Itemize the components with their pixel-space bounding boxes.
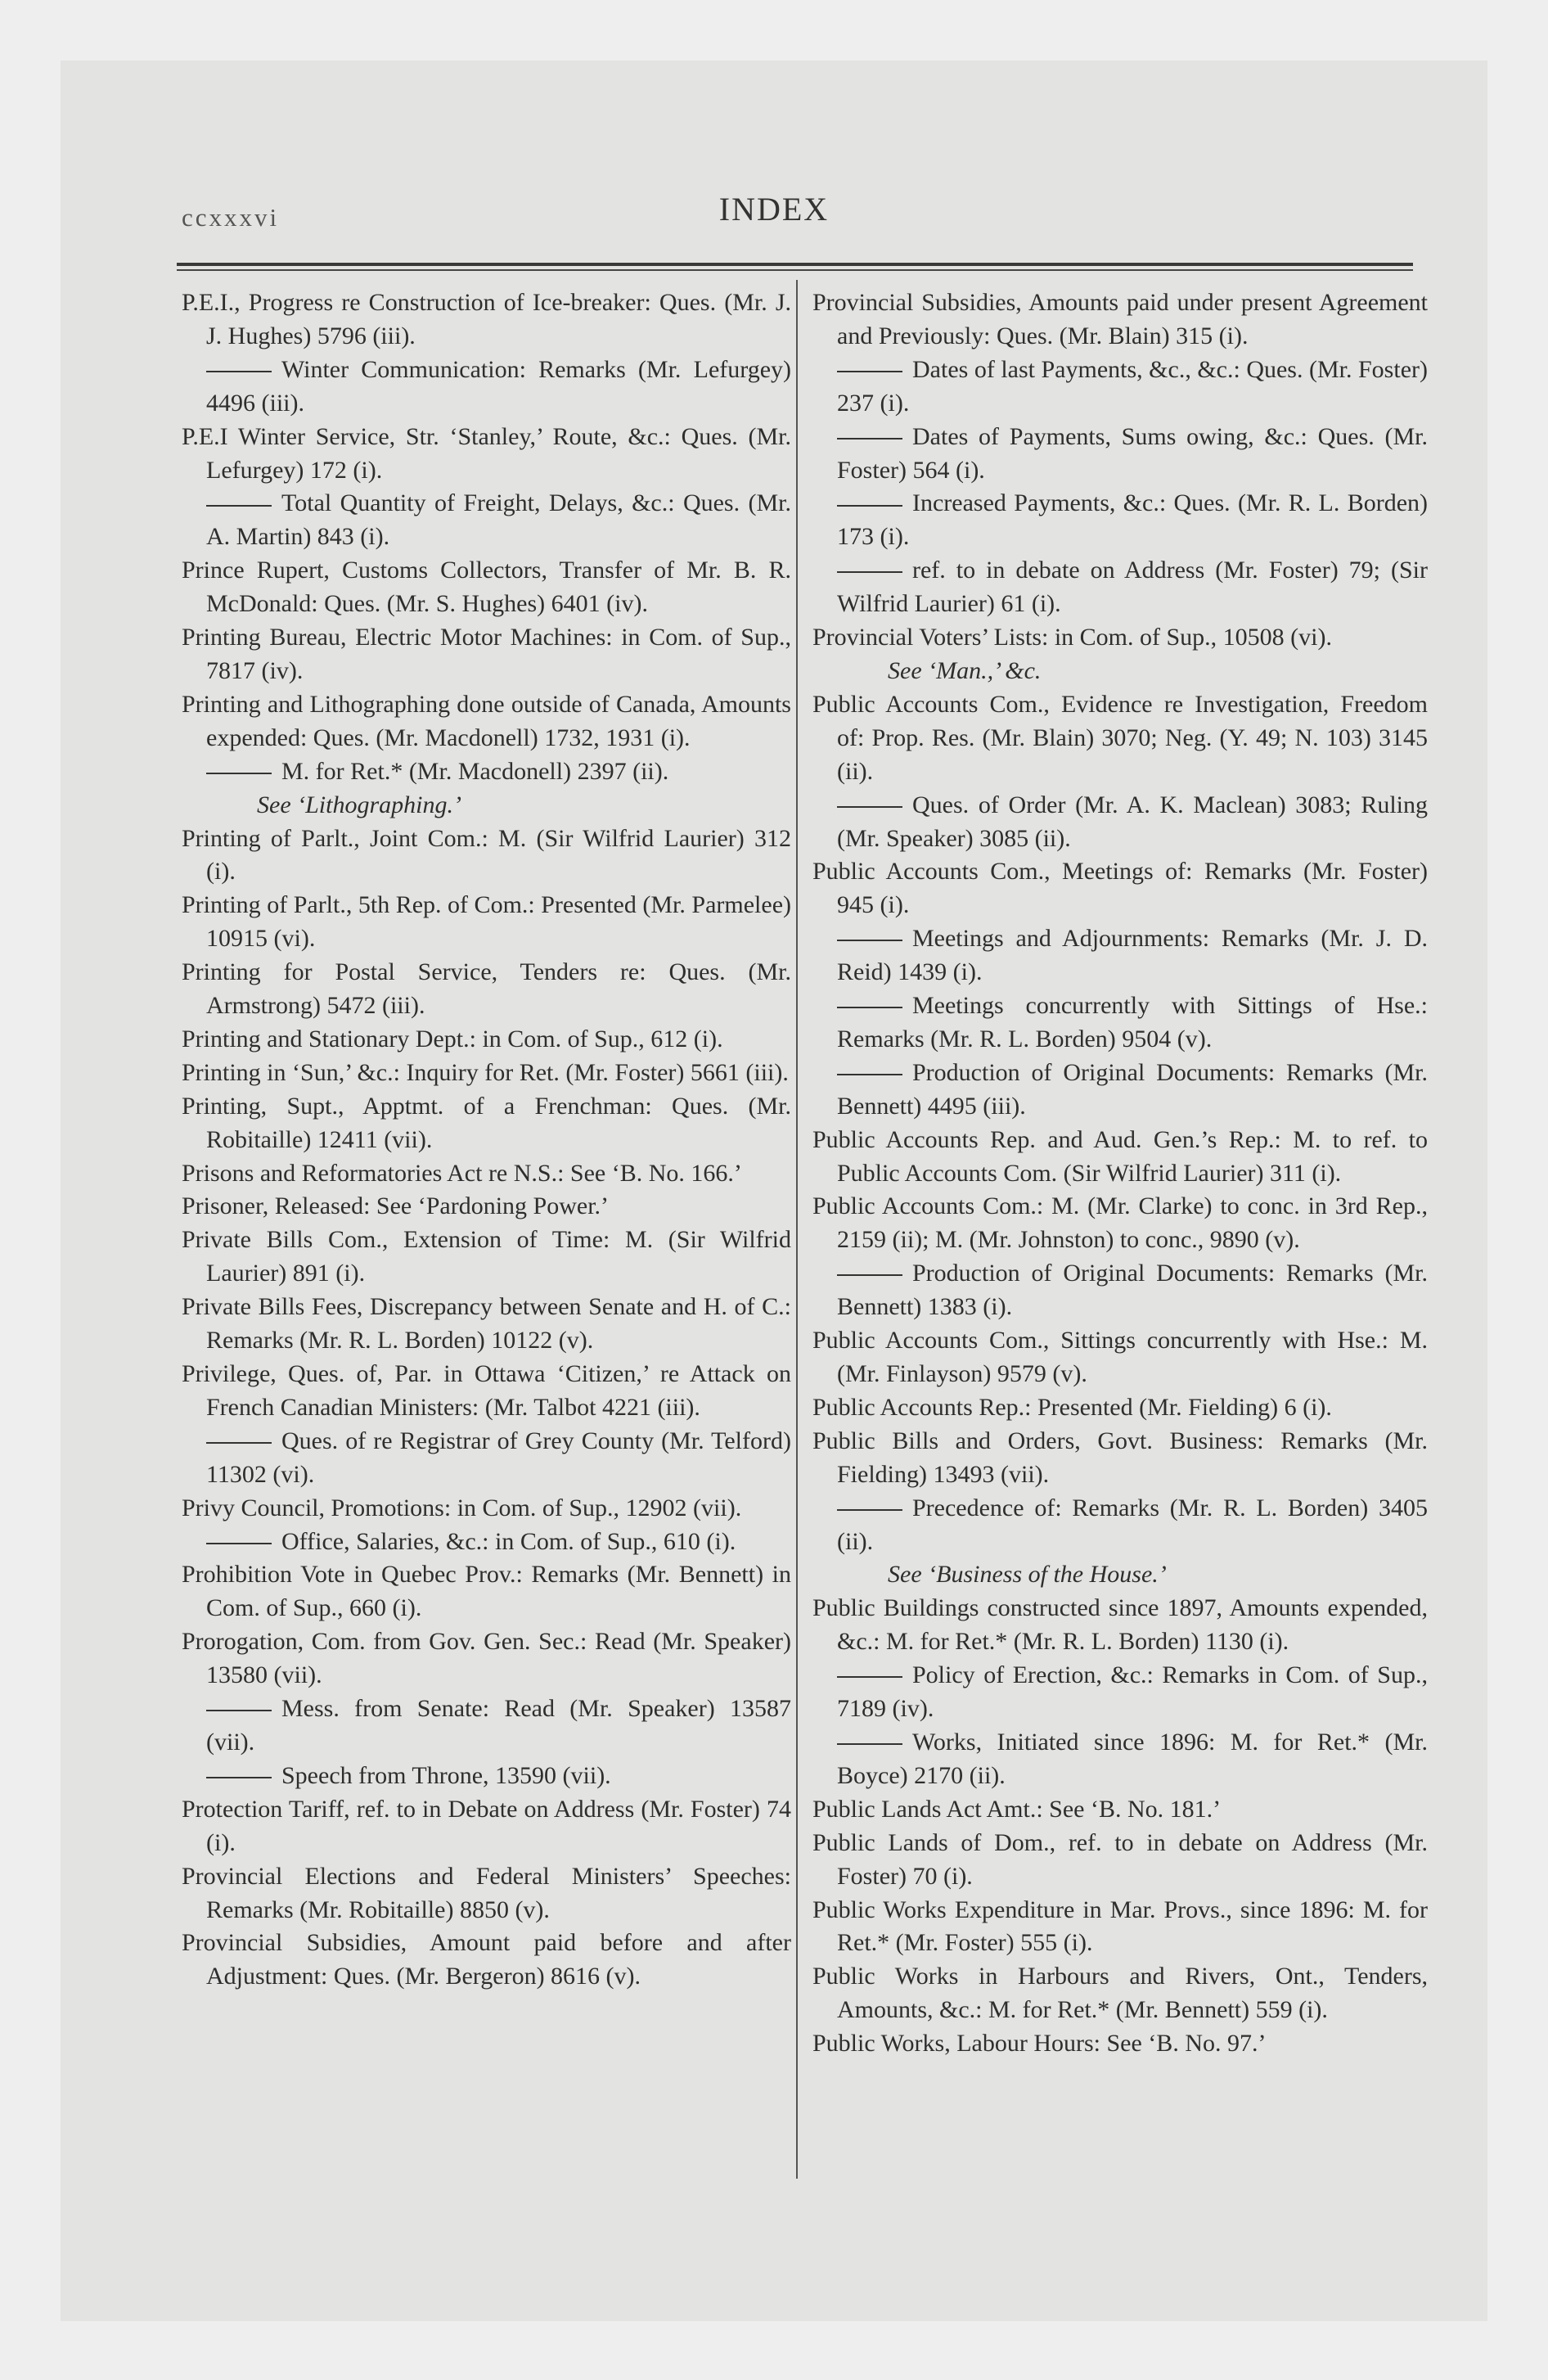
index-entry-text: Provincial Elections and Federal Ministers’ Speeches: Remarks (Mr. Robitaille) 8850 (v). <box>182 1862 791 1923</box>
index-entry <box>182 1693 791 1760</box>
index-entry-text: Printing of Parlt., 5th Rep. of Com.: Presented (Mr. Parmelee) 10915 (vi). <box>182 891 791 953</box>
index-entry <box>812 1960 1428 2027</box>
index-entry <box>812 621 1428 655</box>
index-entry-text: Public Accounts Com., Evidence re Investigation, Freedom of: Prop. Res. (Mr. Blain) 3070; Neg. (Y. 49; N. 103) 3145 (ii). <box>812 690 1428 785</box>
index-entry-text: Public Lands of Dom., ref. to in debate on Address (Mr. Foster) 70 (i). <box>812 1828 1428 1890</box>
index-entry <box>182 1425 791 1492</box>
index-entry-text: Precedence of: Remarks (Mr. R. L. Borden) 3405 (ii). <box>837 1494 1428 1555</box>
index-entry <box>812 1425 1428 1492</box>
index-entry-text: Policy of Erection, &c.: Remarks in Com. of Sup., 7189 (iv). <box>837 1661 1428 1723</box>
index-entry-text: See ‘Business of the House.’ <box>888 1561 1167 1589</box>
ditto-dash <box>206 371 272 372</box>
index-entry-text: See ‘Lithographing.’ <box>257 791 461 818</box>
index-entry-text: P.E.I Winter Service, Str. ‘Stanley,’ Route, &c.: Ques. (Mr. Lefurgey) 172 (i). <box>182 422 791 484</box>
index-entry-text: Public Accounts Com., Meetings of: Remarks (Mr. Foster) 945 (i). <box>812 858 1428 919</box>
header-rule <box>177 263 1413 266</box>
index-entry-text: ref. to in debate on Address (Mr. Foster) 79; (Sir Wilfrid Laurier) 61 (i). <box>837 557 1428 618</box>
index-entry-text: Meetings and Adjournments: Remarks (Mr. J. D. Reid) 1439 (i). <box>837 925 1428 986</box>
index-entry <box>812 1726 1428 1793</box>
index-entry <box>182 956 791 1023</box>
index-entry-text: Mess. from Senate: Read (Mr. Speaker) 13587 (vii). <box>206 1695 791 1756</box>
index-entry <box>812 1492 1428 1559</box>
ditto-dash <box>837 1743 902 1745</box>
ditto-dash <box>206 505 272 507</box>
index-entry <box>812 286 1428 354</box>
ditto-dash <box>206 773 272 774</box>
index-entry <box>182 487 791 554</box>
index-entry <box>812 2027 1428 2061</box>
ditto-dash <box>837 571 902 573</box>
index-entry-text: Public Accounts Com., Sittings concurrently with Hse.: M. (Mr. Finlayson) 9579 (v). <box>812 1327 1428 1387</box>
index-entry <box>182 1291 791 1358</box>
index-entry <box>812 655 1428 688</box>
index-entry <box>182 1625 791 1693</box>
index-entry <box>812 354 1428 421</box>
ditto-dash <box>206 1442 272 1444</box>
index-entry-text: Public Accounts Rep. and Aud. Gen.’s Rep.: M. to ref. to Public Accounts Com. (Sir Wilfrid Laurier) 311 (i). <box>812 1125 1428 1187</box>
index-entry <box>182 1927 791 1994</box>
index-entry <box>812 855 1428 922</box>
index-entry <box>182 286 791 354</box>
index-entry-text: Printing Bureau, Electric Motor Machines: in Com. of Sup., 7817 (iv). <box>182 624 791 684</box>
ditto-dash <box>837 371 902 372</box>
index-entry <box>182 1793 791 1860</box>
index-entry-text: Protection Tariff, ref. to in Debate on Address (Mr. Foster) 74 (i). <box>182 1795 791 1856</box>
index-entry-text: Provincial Subsidies, Amounts paid under present Agreement and Previously: Ques. (Mr. Blain) 315 (i). <box>812 289 1428 349</box>
index-entry <box>182 1558 791 1625</box>
index-entry-text: Private Bills Fees, Discrepancy between Senate and H. of C.: Remarks (Mr. R. L. Borden) 10122 (v). <box>182 1293 791 1355</box>
index-entry <box>182 823 791 890</box>
index-entry-text: M. for Ret.* (Mr. Macdonell) 2397 (ii). <box>281 757 669 785</box>
index-entry <box>182 421 791 488</box>
index-entry-text: Production of Original Documents: Remarks (Mr. Bennett) 1383 (i). <box>837 1260 1428 1321</box>
index-entry <box>812 1257 1428 1324</box>
index-entry <box>182 1057 791 1090</box>
index-entry-text: Prohibition Vote in Quebec Prov.: Remarks (Mr. Bennett) in Com. of Sup., 660 (i). <box>182 1561 791 1622</box>
index-entry <box>812 989 1428 1057</box>
index-entry-text: Public Buildings constructed since 1897, Amounts expended, &c.: M. for Ret.* (Mr. R. L. Borden) 1130 (i). <box>812 1594 1428 1656</box>
index-entry <box>182 789 791 823</box>
index-entry-text: Printing, Supt., Apptmt. of a Frenchman: Ques. (Mr. Robitaille) 12411 (vii). <box>182 1092 791 1153</box>
index-entry-text: Public Bills and Orders, Govt. Business: Remarks (Mr. Fielding) 13493 (vii). <box>812 1427 1428 1488</box>
index-entry-text: Dates of last Payments, &c., &c.: Ques. (Mr. Foster) 237 (i). <box>837 355 1428 417</box>
index-entry <box>182 1157 791 1191</box>
ditto-dash <box>206 1710 272 1711</box>
ditto-dash <box>206 1777 272 1778</box>
index-entry <box>182 889 791 956</box>
ditto-dash <box>837 1676 902 1678</box>
index-entry <box>182 1190 791 1224</box>
index-entry-text: Printing of Parlt., Joint Com.: M. (Sir Wilfrid Laurier) 312 (i). <box>182 824 791 886</box>
index-entry <box>182 554 791 621</box>
ditto-dash <box>837 940 902 941</box>
index-entry <box>812 1558 1428 1592</box>
running-head: INDEX <box>718 191 830 228</box>
index-entry <box>812 1124 1428 1191</box>
page-number: ccxxxvi <box>182 203 280 232</box>
index-entry-text: Provincial Voters’ Lists: in Com. of Sup., 10508 (vi). <box>812 624 1332 651</box>
ditto-dash <box>206 1543 272 1544</box>
index-entry <box>812 554 1428 621</box>
index-entry-text: Total Quantity of Freight, Delays, &c.: Ques. (Mr. A. Martin) 843 (i). <box>206 489 791 551</box>
index-entry-text: Private Bills Com., Extension of Time: M. (Sir Wilfrid Laurier) 891 (i). <box>182 1226 791 1287</box>
index-entry <box>182 1526 791 1559</box>
index-entry-text: Public Accounts Com.: M. (Mr. Clarke) to conc. in 3rd Rep., 2159 (ii); M. (Mr. Johnston) to conc., 9890 (v). <box>812 1192 1428 1254</box>
index-entry <box>812 1592 1428 1659</box>
index-entry-text: Increased Payments, &c.: Ques. (Mr. R. L. Borden) 173 (i). <box>837 489 1428 551</box>
index-entry-text: Prisoner, Released: See ‘Pardoning Power.’ <box>182 1192 610 1220</box>
index-entry-text: Public Accounts Rep.: Presented (Mr. Fielding) 6 (i). <box>812 1393 1332 1421</box>
index-entry <box>812 1190 1428 1257</box>
index-entry-text: Public Works Expenditure in Mar. Provs., since 1896: M. for Ret.* (Mr. Foster) 555 (i). <box>812 1895 1428 1957</box>
index-entry <box>182 1760 791 1793</box>
index-entry-text: P.E.I., Progress re Construction of Ice-breaker: Ques. (Mr. J. J. Hughes) 5796 (iii). <box>182 289 791 349</box>
index-entry <box>182 621 791 688</box>
index-entry-text: Public Lands Act Amt.: See ‘B. No. 181.’ <box>812 1795 1222 1823</box>
index-entry <box>812 1827 1428 1894</box>
index-entry-text: Winter Communication: Remarks (Mr. Lefurgey) 4496 (iii). <box>206 355 791 417</box>
index-entry-text: Prorogation, Com. from Gov. Gen. Sec.: Read (Mr. Speaker) 13580 (vii). <box>182 1628 791 1689</box>
index-entry-text: Public Works in Harbours and Rivers, Ont., Tenders, Amounts, &c.: M. for Ret.* (Mr. Bennett) 559 (i). <box>812 1963 1428 2024</box>
right-column <box>812 286 1428 2061</box>
index-entry <box>812 487 1428 554</box>
ditto-dash <box>837 505 902 507</box>
index-entry <box>182 1090 791 1157</box>
index-entry-text: Public Works, Labour Hours: See ‘B. No. 97.’ <box>812 2030 1267 2058</box>
index-entry <box>812 1793 1428 1827</box>
index-entry-text: Production of Original Documents: Remarks (Mr. Bennett) 4495 (iii). <box>837 1058 1428 1120</box>
ditto-dash <box>837 806 902 808</box>
index-entry-text: Dates of Payments, Sums owing, &c.: Ques. (Mr. Foster) 564 (i). <box>837 422 1428 484</box>
ditto-dash <box>837 438 902 439</box>
column-divider <box>796 280 798 2179</box>
index-entry-text: Ques. of re Registrar of Grey County (Mr. Telford) 11302 (vi). <box>206 1427 791 1488</box>
index-entry-text: Printing in ‘Sun,’ &c.: Inquiry for Ret. (Mr. Foster) 5661 (iii). <box>182 1058 789 1086</box>
index-entry-text: Printing for Postal Service, Tenders re: Ques. (Mr. Armstrong) 5472 (iii). <box>182 958 791 1020</box>
index-entry <box>182 755 791 789</box>
index-entry-text: Privilege, Ques. of, Par. in Ottawa ‘Citizen,’ re Attack on French Canadian Ministers: (Mr. Talbot 4221 (iii). <box>182 1360 791 1421</box>
index-entry-text: Speech from Throne, 13590 (vii). <box>281 1761 611 1789</box>
index-entry-text: Ques. of Order (Mr. A. K. Maclean) 3083; Ruling (Mr. Speaker) 3085 (ii). <box>837 791 1428 852</box>
index-entry-text: Prisons and Reformatories Act re N.S.: See ‘B. No. 166.’ <box>182 1159 742 1187</box>
index-entry-text: Works, Initiated since 1896: M. for Ret.* (Mr. Boyce) 2170 (ii). <box>837 1728 1428 1789</box>
index-entry <box>182 688 791 755</box>
ditto-dash <box>837 1007 902 1008</box>
ditto-dash <box>837 1274 902 1276</box>
index-entry <box>812 1324 1428 1391</box>
index-entry <box>182 1224 791 1291</box>
index-entry <box>182 1860 791 1927</box>
index-entry-text: Prince Rupert, Customs Collectors, Transfer of Mr. B. R. McDonald: Ques. (Mr. S. Hughes) 6401 (iv). <box>182 557 791 618</box>
index-entry-text: See ‘Man.,’ &c. <box>888 656 1042 684</box>
index-entry-text: Printing and Lithographing done outside of Canada, Amounts expended: Ques. (Mr. Macdonell) 1732, 1931 (i). <box>182 690 791 751</box>
ditto-dash <box>837 1509 902 1511</box>
index-entry <box>812 1659 1428 1726</box>
index-entry <box>812 922 1428 989</box>
index-entry-text: Meetings concurrently with Sittings of Hse.: Remarks (Mr. R. L. Borden) 9504 (v). <box>837 992 1428 1053</box>
index-entry-text: Printing and Stationary Dept.: in Com. of Sup., 612 (i). <box>182 1025 723 1053</box>
index-entry <box>182 1023 791 1057</box>
index-entry <box>812 1391 1428 1425</box>
index-entry <box>812 1057 1428 1124</box>
index-entry <box>182 1492 791 1526</box>
index-entry-text: Privy Council, Promotions: in Com. of Sup., 12902 (vii). <box>182 1494 742 1521</box>
index-entry <box>182 1358 791 1425</box>
ditto-dash <box>837 1074 902 1075</box>
header-rule-thin <box>177 269 1413 271</box>
index-entry <box>812 1894 1428 1961</box>
index-entry-text: Provincial Subsidies, Amount paid before and after Adjustment: Ques. (Mr. Bergeron) 8616 (v). <box>182 1929 791 1990</box>
index-entry <box>812 789 1428 856</box>
index-entry <box>812 421 1428 488</box>
index-entry-text: Office, Salaries, &c.: in Com. of Sup., 610 (i). <box>281 1527 736 1555</box>
index-entry <box>812 688 1428 789</box>
left-column <box>182 286 791 1994</box>
index-entry <box>182 354 791 421</box>
